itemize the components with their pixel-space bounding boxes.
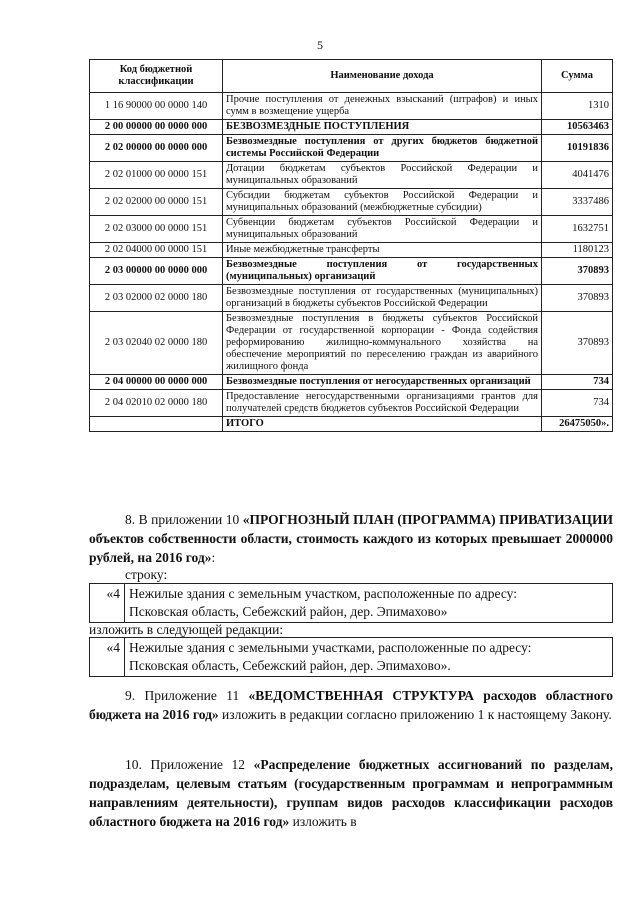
row-name: БЕЗВОЗМЕЗДНЫЕ ПОСТУПЛЕНИЯ xyxy=(223,120,542,135)
header-code: Код бюджетной классификации xyxy=(90,60,223,93)
row-code: 1 16 90000 00 0000 140 xyxy=(90,93,223,120)
new-row-text xyxy=(125,638,613,677)
row-sum: 10191836 xyxy=(542,135,613,162)
table-row xyxy=(90,285,613,312)
row-sum: 3337486 xyxy=(542,189,613,216)
table-row xyxy=(90,312,613,375)
row-name: Безвозмездные поступления от государственных (муниципальных) организаций в бюджеты субъектов Российской Федерации xyxy=(223,285,542,312)
table-row xyxy=(90,162,613,189)
row-code: 2 02 03000 00 0000 151 xyxy=(90,216,223,243)
row-sum: 4041476 xyxy=(542,162,613,189)
paragraph-8-tail: : xyxy=(211,550,216,565)
row-name: Дотации бюджетам субъектов Российской Федерации и муниципальных образований xyxy=(223,162,542,189)
new-row-number: «4 xyxy=(90,638,125,677)
table-row xyxy=(90,375,613,390)
row-code: 2 02 00000 00 0000 000 xyxy=(90,135,223,162)
paragraph-9 xyxy=(89,686,613,724)
table-row xyxy=(90,243,613,258)
paragraph-10-bold: «Распределение бюджетных ассигнований по разделам, подразделам, целевым статьям (государственным программам и непрограммным направлениям деятельности), группам видов расходов классификации расходов областного бюджета на 2016 год» xyxy=(89,757,613,829)
paragraph-8-lead: 8. В приложении 10 xyxy=(125,512,243,527)
table-row xyxy=(90,390,613,417)
paragraph-9-bold: «ВЕДОМСТВЕННАЯ СТРУКТУРА расходов областного бюджета на 2016 год» xyxy=(89,688,613,722)
table-row xyxy=(90,216,613,243)
row-name: Иные межбюджетные трансферты xyxy=(223,243,542,258)
row-name: Предоставление негосударственными организациями грантов для получателей средств бюджетов субъектов Российской Федерации xyxy=(223,390,542,417)
new-row-line1: Нежилые здания с земельными участками, расположенные по адресу: xyxy=(129,640,532,655)
table-row xyxy=(90,189,613,216)
row-name: Безвозмездные поступления от негосударственных организаций xyxy=(223,375,542,390)
paragraph-8-bold: «ПРОГНОЗНЫЙ ПЛАН (ПРОГРАММА) ПРИВАТИЗАЦИИ объектов собственности области, стоимость каждого из которых превышает 2000000 рублей, на 2016 год» xyxy=(89,512,613,565)
row-name: Безвозмездные поступления в бюджеты субъектов Российской Федерации от государственной корпорации - Фонда содействия реформированию жилищно-коммунального хозяйства на обеспечение мероприятий по переселению граждан из аварийного жилищного фонда xyxy=(223,312,542,375)
table-row xyxy=(90,258,613,285)
old-row-box xyxy=(89,583,613,623)
page-number: 5 xyxy=(317,38,323,52)
row-sum: 1310 xyxy=(542,93,613,120)
row-sum: 734 xyxy=(542,375,613,390)
revenue-table xyxy=(89,59,613,432)
row-code: 2 04 00000 00 0000 000 xyxy=(90,375,223,390)
row-code: 2 04 02010 02 0000 180 xyxy=(90,390,223,417)
table-row xyxy=(90,120,613,135)
row-code xyxy=(90,417,223,432)
row-name: ИТОГО xyxy=(223,417,542,432)
row-code: 2 03 02040 02 0000 180 xyxy=(90,312,223,375)
new-row-line2: Псковская область, Себежский район, дер. Эпимахово». xyxy=(129,658,451,673)
old-row-text xyxy=(125,584,613,623)
row-sum: 10563463 xyxy=(542,120,613,135)
paragraph-9-tail: изложить в редакции согласно приложению 1 к настоящему Закону. xyxy=(218,707,612,722)
table-row xyxy=(90,135,613,162)
table-header-row xyxy=(90,60,613,93)
row-code: 2 02 02000 00 0000 151 xyxy=(90,189,223,216)
old-row-number: «4 xyxy=(90,584,125,623)
old-row-line1: Нежилые здания с земельным участком, расположенные по адресу: xyxy=(129,586,517,601)
row-name: Субвенции бюджетам субъектов Российской Федерации и муниципальных образований xyxy=(223,216,542,243)
paragraph-9-lead: 9. Приложение 11 xyxy=(125,688,249,703)
paragraph-10 xyxy=(89,755,613,831)
row-code: 2 03 02000 02 0000 180 xyxy=(90,285,223,312)
paragraph-10-lead: 10. Приложение 12 xyxy=(125,757,254,772)
header-name: Наименование дохода xyxy=(223,60,542,93)
row-sum: 370893 xyxy=(542,258,613,285)
row-sum: 370893 xyxy=(542,312,613,375)
string-label: строку: xyxy=(125,567,168,582)
row-code: 2 00 00000 00 0000 000 xyxy=(90,120,223,135)
edit-label: изложить в следующей редакции: xyxy=(89,622,284,637)
row-code: 2 02 04000 00 0000 151 xyxy=(90,243,223,258)
table-body xyxy=(90,93,613,432)
row-code: 2 02 01000 00 0000 151 xyxy=(90,162,223,189)
new-row-box xyxy=(89,637,613,677)
header-sum: Сумма xyxy=(542,60,613,93)
table-row xyxy=(90,93,613,120)
row-name: Безвозмездные поступления от государственных (муниципальных) организаций xyxy=(223,258,542,285)
row-name: Субсидии бюджетам субъектов Российской Федерации и муниципальных образований (межбюджетные субсидии) xyxy=(223,189,542,216)
row-name: Прочие поступления от денежных взысканий (штрафов) и иных сумм в возмещение ущерба xyxy=(223,93,542,120)
table-row xyxy=(90,417,613,432)
row-sum: 370893 xyxy=(542,285,613,312)
row-sum: 1632751 xyxy=(542,216,613,243)
row-name: Безвозмездные поступления от других бюджетов бюджетной системы Российской Федерации xyxy=(223,135,542,162)
paragraph-10-tail: изложить в xyxy=(289,814,357,829)
row-sum: 1180123 xyxy=(542,243,613,258)
row-sum: 26475050». xyxy=(542,417,613,432)
paragraph-8 xyxy=(89,510,613,567)
row-code: 2 03 00000 00 0000 000 xyxy=(90,258,223,285)
row-sum: 734 xyxy=(542,390,613,417)
old-row-line2: Псковская область, Себежский район, дер. Эпимахово» xyxy=(129,604,448,619)
